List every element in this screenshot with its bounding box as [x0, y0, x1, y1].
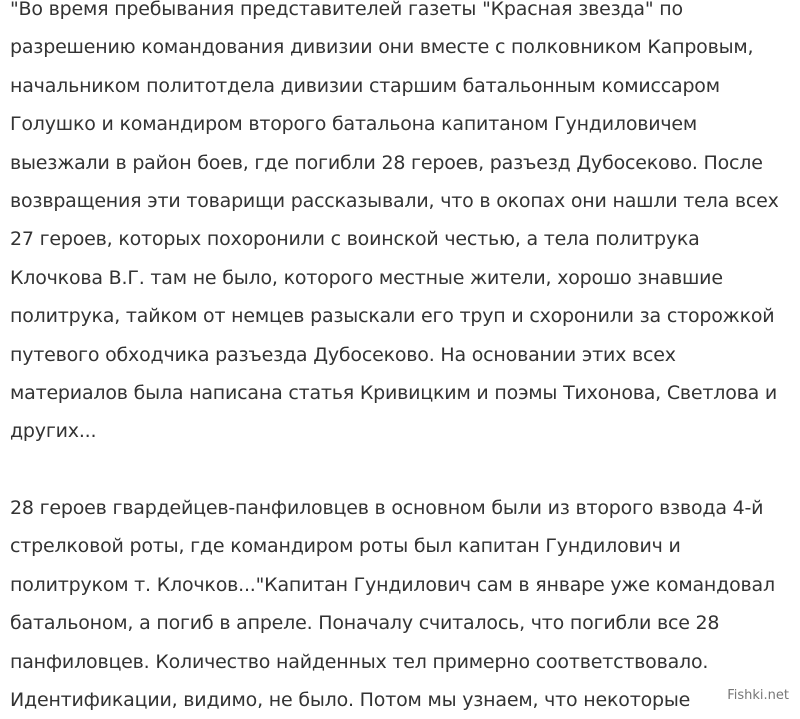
watermark-logo: Fishki.net [724, 687, 792, 704]
text-line: возвращения эти товарищи рассказывали, что в окопах они нашли тела всех [10, 189, 779, 212]
text-line: других... [10, 420, 97, 443]
text-line: 27 героев, которых похоронили с воинской честью, а тела политрука [10, 228, 700, 251]
text-line: Клочкова В.Г. там не было, которого местные жители, хорошо знавшие [10, 266, 723, 289]
text-line: разрешению командования дивизии они вместе с полковником Капровым, [10, 36, 754, 59]
text-line: политруком т. Клочков..."Капитан Гундилович сам в январе уже командовал [10, 573, 775, 596]
text-line: материалов была написана статья Кривицким и поэмы Тихонова, Светлова и [10, 381, 778, 404]
paragraph-1 [10, 0, 795, 451]
article-body [10, 0, 795, 719]
text-line: "Во время пребывания представителей газеты "Красная звезда" по [10, 0, 683, 20]
text-line: батальоном, а погиб в апреле. Поначалу считалось, что погибли все 28 [10, 612, 720, 635]
text-line: 28 героев гвардейцев-панфиловцев в основном были из второго взвода 4-й [10, 497, 764, 520]
text-line: панфиловцев. Количество найденных тел примерно соответствовало. [10, 650, 709, 673]
text-line: политрука, тайком от немцев разыскали его труп и схоронили за сторожкой [10, 305, 775, 328]
text-line: Идентификации, видимо, не было. Потом мы узнаем, что некоторые [10, 689, 691, 712]
text-line: путевого обходчика разъезда Дубосеково. На основании этих всех [10, 343, 676, 366]
paragraph-2 [10, 489, 795, 719]
text-line: стрелковой роты, где командиром роты был капитан Гундилович и [10, 535, 681, 558]
paragraph-spacer [10, 451, 795, 489]
text-line: Голушко и командиром второго батальона капитаном Гундиловичем [10, 113, 698, 136]
text-line: выезжали в район боев, где погибли 28 героев, разъезд Дубосеково. После [10, 151, 763, 174]
text-line: начальником политотдела дивизии старшим батальонным комиссаром [10, 74, 720, 97]
